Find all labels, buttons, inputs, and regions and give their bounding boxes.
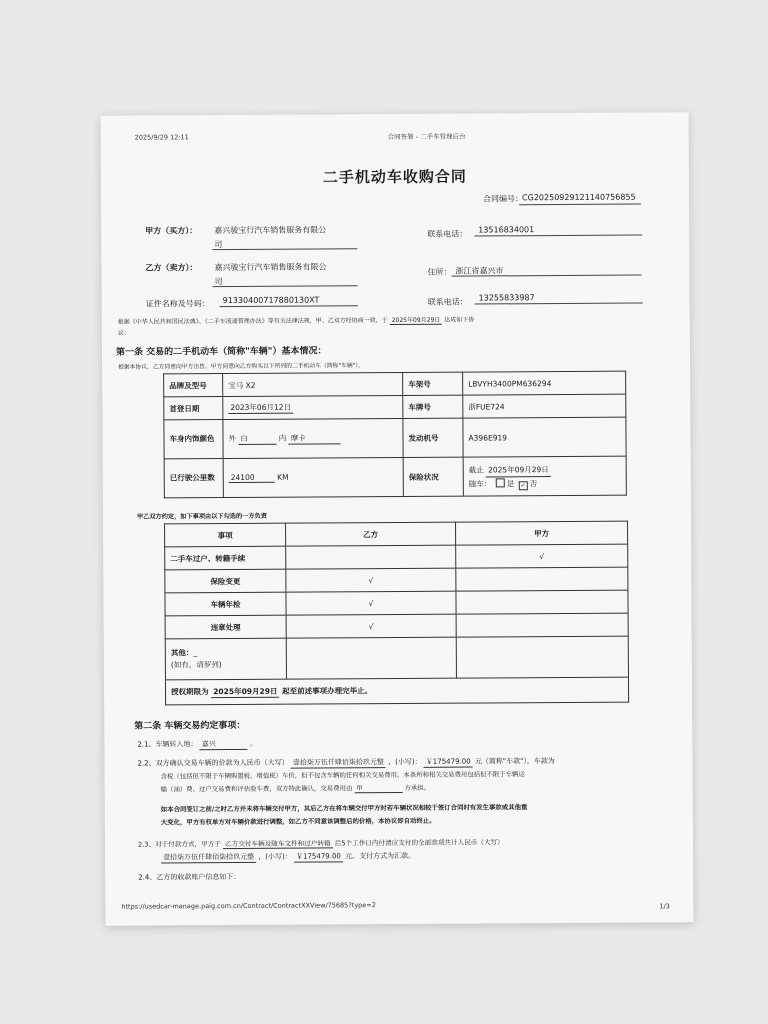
ins-with-label: 随车： [468,478,492,489]
duty-a-mark: √ [456,544,628,568]
other-cell [165,638,286,680]
table-row [165,567,628,593]
mileage-cell [223,457,403,497]
other-note: (如有，请罗列) [170,660,222,670]
cert-value: 91330400717880130XT [222,295,320,306]
duty-item: 保险变更 [165,569,286,593]
duty-table [164,521,629,706]
int-color: 摩卡 [289,432,341,444]
duty-b-mark: √ [286,614,456,638]
contract-no-underline [519,204,641,206]
party-a-phone-underline [474,234,642,236]
duty-a-mark [456,613,628,637]
print-datetime: 2025/9/29 12:11 [134,133,189,142]
mileage-label: 已行驶公里数 [164,459,223,498]
payment-condition: 乙方交付车辆及随车文件和过户转籍 [223,837,333,849]
party-b-addr-underline [452,275,642,277]
table-header-row [165,521,628,547]
article1-title: 第一条 交易的二手机动车（简称"车辆"）基本情况： [115,346,327,358]
fee-payer: 甲 [354,783,402,793]
clause-2-2-bold1: 如本合同签订之前/之时乙方并未将车辆交付甲方，其后乙方在将车辆交付甲方时若车辆状况相较于签订合同时有发生事故或其他重 [160,803,528,814]
clause-2-2-line1 [137,756,554,770]
footer-url: https://usedcar-manage.paig.com.cn/Contract/ContractXXView/75685?type=2 [121,901,376,911]
price-upper: 壹拾柒万伍仟肆佰柒拾玖元整 [291,757,386,769]
duty-b-mark: √ [286,591,456,615]
duty-b-mark [286,545,456,569]
plate-value: 浙FUE724 [463,394,626,418]
clause-2-3-post: 后5个工作日内付清应支付的全部款项共计人民币（大写） [334,838,504,848]
page-title: 二手机动车收购合同 [322,167,467,187]
article2-title: 第二条 车辆交易约定事项： [134,720,246,732]
clause-2-2-pre: 2.2、双方确认交易车辆的价款为人民币（大写） [137,758,289,768]
clause-2-1 [137,739,257,751]
duty-item: 违章处理 [165,615,286,639]
table-row [164,456,626,498]
clause-2-3-line1 [138,836,504,849]
color-cell [223,418,403,458]
party-b-underline [213,285,358,287]
clause-2-4: 2.4、乙方的收款账户信息如下： [138,872,241,882]
transfer-city: 嘉兴 [200,739,248,750]
contract-no-value: CG20250929121140756855 [522,192,636,203]
party-b-name-line2: 司 [214,277,223,287]
duty-item: 车辆年检 [165,592,286,616]
col-item: 事项 [165,523,286,547]
contract-page [101,112,694,926]
clause-2-3-post2: 元。支付方式为汇款。 [345,851,416,861]
clause-2-1-post: 。 [249,739,258,748]
duty-a-mark [456,567,628,591]
duty-item: 二手车过户、转籍手续 [165,546,286,570]
table-row [165,613,628,639]
clause-2-2-post: 元（简称"车款"）。车款为 [474,757,555,766]
plate-label: 车牌号 [403,395,463,418]
party-b-label: 乙方（卖方）： [145,263,198,273]
reg-date-value: 2023年06月12日 [228,402,293,414]
agreement-date: 2025年09月29日 [390,315,443,325]
print-header-title: 合同签署 - 二手车管理后台 [387,132,466,142]
party-b-name-line1: 嘉兴骏宝行汽车销售服务有限公 [214,262,327,273]
party-b-phone-label: 联系电话： [427,297,468,307]
reg-date-cell [223,395,403,419]
checkbox-yes[interactable] [496,478,505,487]
vehicle-info-table [163,371,627,499]
deadline-post: 起至前述事项办理完毕止。 [282,686,373,696]
duty-a-mark [456,590,628,614]
duty-intro: 甲乙双方约定，如下事项由以下勾选的一方负责 [136,512,267,521]
cert-underline [220,305,358,307]
int-label: 内 [278,433,287,443]
ins-until-label: 截止 [468,464,484,475]
clause-2-2-line2: 含税（包括但不限于车辆购置税、增值税）车价，但不包含车辆的任何相关交易费用。本条所称相关交易费用包括但不限于车辆运 [160,770,525,781]
clause-2-2-bold2: 大变化，甲方有权单方对车辆价款进行调整，如乙方不同意该调整后的价格，本协议即自动终止。 [160,816,436,827]
intro-pre: 根据《中华人民共和国民法典》、《二手车流通管理办法》等有关法律法规，甲、乙双方经协商一致，于 [117,317,388,326]
reg-date-label: 首登日期 [164,397,223,420]
table-row [165,590,628,616]
mileage-unit: KM [277,472,289,482]
insurance-label: 保险状况 [403,457,463,496]
clause-2-2-mid: ，(小写)： [388,757,422,767]
brand-label: 品牌及型号 [164,374,223,397]
party-a-phone-label: 联系电话： [427,229,468,239]
col-party-b: 乙方 [286,522,456,546]
table-row [164,371,626,397]
engine-value: A396E919 [463,417,626,457]
article1-desc: 根据本协议，乙方同意向甲方出售、甲方同意向乙方购买以下所列的二手机动车（简称"车辆"）。 [118,363,364,371]
ext-color: 白 [238,433,276,445]
other-label: 其他： [170,648,194,658]
insurance-cell [463,456,626,496]
price-lower: ￥175479.00 [424,757,473,768]
vin-label: 车架号 [403,372,463,395]
table-row [165,636,628,680]
engine-label: 发动机号 [403,418,463,457]
clause-2-1-pre: 2.1、车辆转入地： [137,740,198,749]
intro-post: 达成如下协 [444,316,475,324]
intro-line2: 议： [117,329,130,337]
clause-2-2-line3 [161,783,430,795]
other-b [286,637,456,679]
party-b-addr-label: 住所： [427,267,452,277]
party-a-name-line1: 嘉兴骏宝行汽车销售服务有限公 [214,225,327,236]
ins-until-date: 2025年09月29日 [486,463,551,477]
other-value: _ [193,648,198,658]
col-party-a: 甲方 [456,521,628,545]
clause-2-3-mid: ，(小写)： [258,852,292,861]
clause-2-3-pre: 2.3、对于付款方式，甲方于 [137,840,222,849]
clause-2-2-l3-post: 方承担。 [404,783,431,792]
intro-line [118,315,474,327]
contract-no-label: 合同编号： [483,194,524,204]
party-a-name-line2: 司 [214,240,223,250]
ins-no-label: 否 [529,478,538,488]
checkbox-no[interactable]: ✓ [520,481,526,489]
party-a-label: 甲方（买方）： [145,226,198,236]
ext-label: 外 [228,433,237,444]
clause-2-2-l3-pre: 输（油）费、过户交易费和评估验车费，双方特此确认，交易费用由 [160,784,353,794]
table-row [165,677,628,705]
party-a-phone: 13516834001 [478,225,535,235]
party-b-phone-underline [475,302,643,304]
ins-yes-label: 是 [506,478,515,488]
payment-upper: 壹拾柒万伍仟肆佰柒拾玖元整 [161,852,256,864]
party-a-underline [212,248,357,250]
party-b-addr: 浙江省嘉兴市 [455,266,504,276]
table-row [165,544,628,570]
brand-value: 宝马 X2 [223,372,403,396]
vin-value: LBVYH3400PM636294 [463,371,626,395]
color-label: 车身内饰颜色 [164,420,223,459]
table-row [164,417,626,459]
table-row [164,394,626,420]
party-b-phone: 13255833987 [478,293,535,303]
deadline-cell [165,677,628,705]
cert-label: 证件名称及号码： [145,299,210,309]
deadline-date: 2025年09月29日 [211,686,279,698]
duty-b-mark: √ [286,568,456,592]
clause-2-3-line2 [161,851,415,864]
payment-lower: ￥175479.00 [294,851,343,862]
deadline-pre: 授权期限为 [171,687,209,697]
mileage-value: 24100 [229,473,275,483]
page-number: 1/3 [659,902,670,911]
other-a [456,636,628,678]
